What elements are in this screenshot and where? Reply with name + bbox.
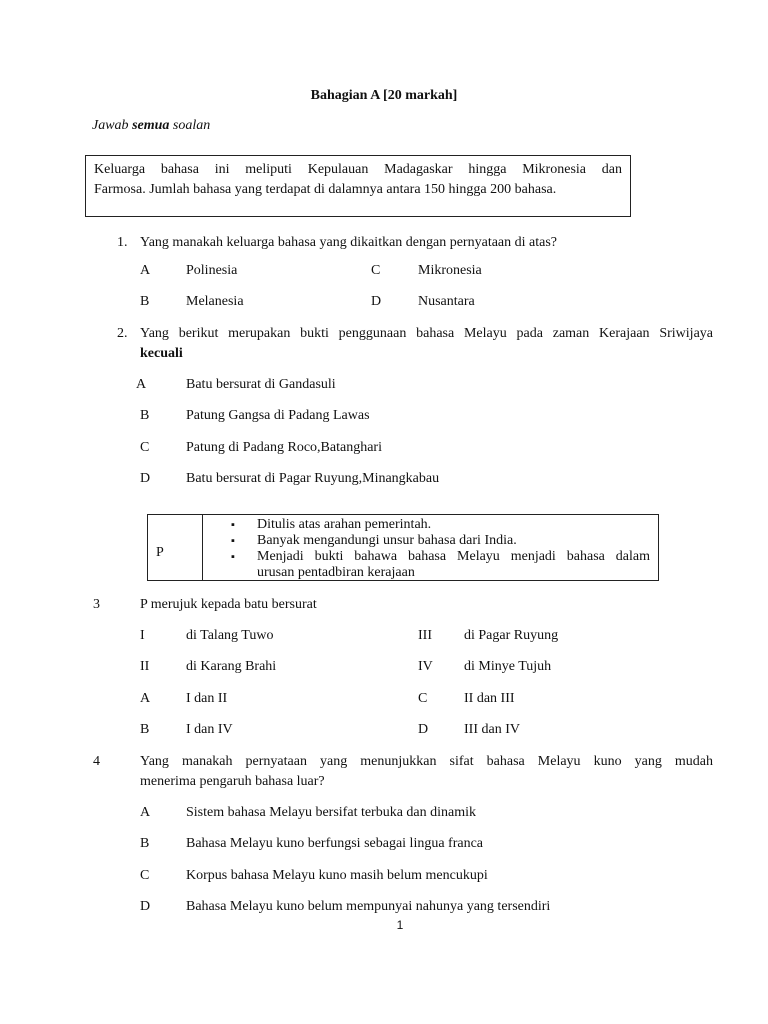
q3-item-text: di Minye Tujuh xyxy=(464,659,552,674)
q1-option-text: Polinesia xyxy=(186,263,238,278)
q4-option-letter: D xyxy=(140,899,151,914)
q3-option-letter: D xyxy=(418,722,429,737)
instruction xyxy=(92,118,210,134)
q4-option-text: Bahasa Melayu kuno belum mempunyai nahunya yang tersendiri xyxy=(186,899,551,914)
q1-option-text: Melanesia xyxy=(186,294,244,309)
passage-line-1: Keluarga bahasa ini meliputi Kepulauan Madagaskar hingga Mikronesia dan xyxy=(94,162,622,177)
q4-text-line-2: menerima pengaruh bahasa luar? xyxy=(140,774,325,789)
q3-number: 3 xyxy=(93,597,100,612)
p-bullet-list xyxy=(203,515,658,580)
q3-item-roman: II xyxy=(140,659,150,674)
page-number: 1 xyxy=(396,918,404,932)
q2-option-letter: D xyxy=(140,471,151,486)
q2-option-letter: C xyxy=(140,440,150,455)
p-label-cell xyxy=(148,515,203,580)
instruction-pre: Jawab xyxy=(92,118,133,133)
q4-text-line-1: Yang manakah pernyataan yang menunjukkan sifat bahasa Melayu kuno yang mudah xyxy=(140,754,713,769)
q4-option-letter: B xyxy=(140,836,150,851)
q3-option-text: III dan IV xyxy=(464,722,520,737)
q3-item-text: di Karang Brahi xyxy=(186,659,277,674)
q2-option-text: Batu bersurat di Gandasuli xyxy=(186,377,336,392)
q2-text-line-1: Yang berikut merupakan bukti penggunaan bahasa Melayu pada zaman Kerajaan Sriwijaya xyxy=(140,326,713,341)
q2-option-letter: B xyxy=(140,408,150,423)
q1-option-text: Nusantara xyxy=(418,294,475,309)
q1-number: 1. xyxy=(117,235,128,250)
q3-text: P merujuk kepada batu bersurat xyxy=(140,597,317,612)
q3-option-text: II dan III xyxy=(464,691,515,706)
q1-text: Yang manakah keluarga bahasa yang dikaitkan dengan pernyataan di atas? xyxy=(140,235,557,250)
q4-option-letter: C xyxy=(140,868,150,883)
p-label: P xyxy=(156,545,164,560)
q1-option-text: Mikronesia xyxy=(418,263,482,278)
passage-box xyxy=(85,155,631,217)
q3-item-roman: IV xyxy=(418,659,433,674)
q2-option-text: Batu bersurat di Pagar Ruyung,Minangkabau xyxy=(186,471,440,486)
q3-item-roman: III xyxy=(418,628,432,643)
q2-number: 2. xyxy=(117,326,128,341)
p-bullet-item: ▪ Ditulis atas arahan pemerintah. xyxy=(257,517,650,533)
instruction-bold: semua xyxy=(132,118,170,133)
q2-option-letter: A xyxy=(136,377,147,392)
q1-option-letter: A xyxy=(140,263,151,278)
q2-option-text: Patung di Padang Roco,Batanghari xyxy=(186,440,382,455)
q3-option-letter: A xyxy=(140,691,151,706)
q4-option-letter: A xyxy=(140,805,151,820)
q3-option-text: I dan II xyxy=(186,691,228,706)
q4-option-text: Bahasa Melayu kuno berfungsi sebagai lingua franca xyxy=(186,836,484,851)
q1-option-letter: D xyxy=(371,294,382,309)
p-bullet-item: ▪ Menjadi bukti bahawa bahasa Melayu menjadi bahasa dalam xyxy=(257,549,650,565)
q1-option-letter: C xyxy=(371,263,381,278)
section-title: Bahagian A [20 markah] xyxy=(310,88,458,103)
p-bullet-continuation: urusan pentadbiran kerajaan xyxy=(257,565,415,580)
q2-option-text: Patung Gangsa di Padang Lawas xyxy=(186,408,370,423)
q4-option-text: Sistem bahasa Melayu bersifat terbuka dan dinamik xyxy=(186,805,477,820)
q3-item-text: di Talang Tuwo xyxy=(186,628,274,643)
passage-line-2: Farmosa. Jumlah bahasa yang terdapat di dalamnya antara 150 hingga 200 bahasa. xyxy=(94,182,557,197)
q3-item-text: di Pagar Ruyung xyxy=(464,628,559,643)
q3-option-letter: C xyxy=(418,691,428,706)
q4-option-text: Korpus bahasa Melayu kuno masih belum mencukupi xyxy=(186,868,488,883)
q1-option-letter: B xyxy=(140,294,150,309)
q2-text-bold: kecuali xyxy=(140,346,183,361)
q3-item-roman: I xyxy=(140,628,145,643)
p-bullet-item: ▪ Banyak mengandungi unsur bahasa dari India. xyxy=(257,533,650,549)
q3-option-letter: B xyxy=(140,722,150,737)
instruction-post: soalan xyxy=(169,118,211,133)
q3-option-text: I dan IV xyxy=(186,722,233,737)
p-stimulus-table xyxy=(147,514,659,581)
q4-number: 4 xyxy=(93,754,100,769)
